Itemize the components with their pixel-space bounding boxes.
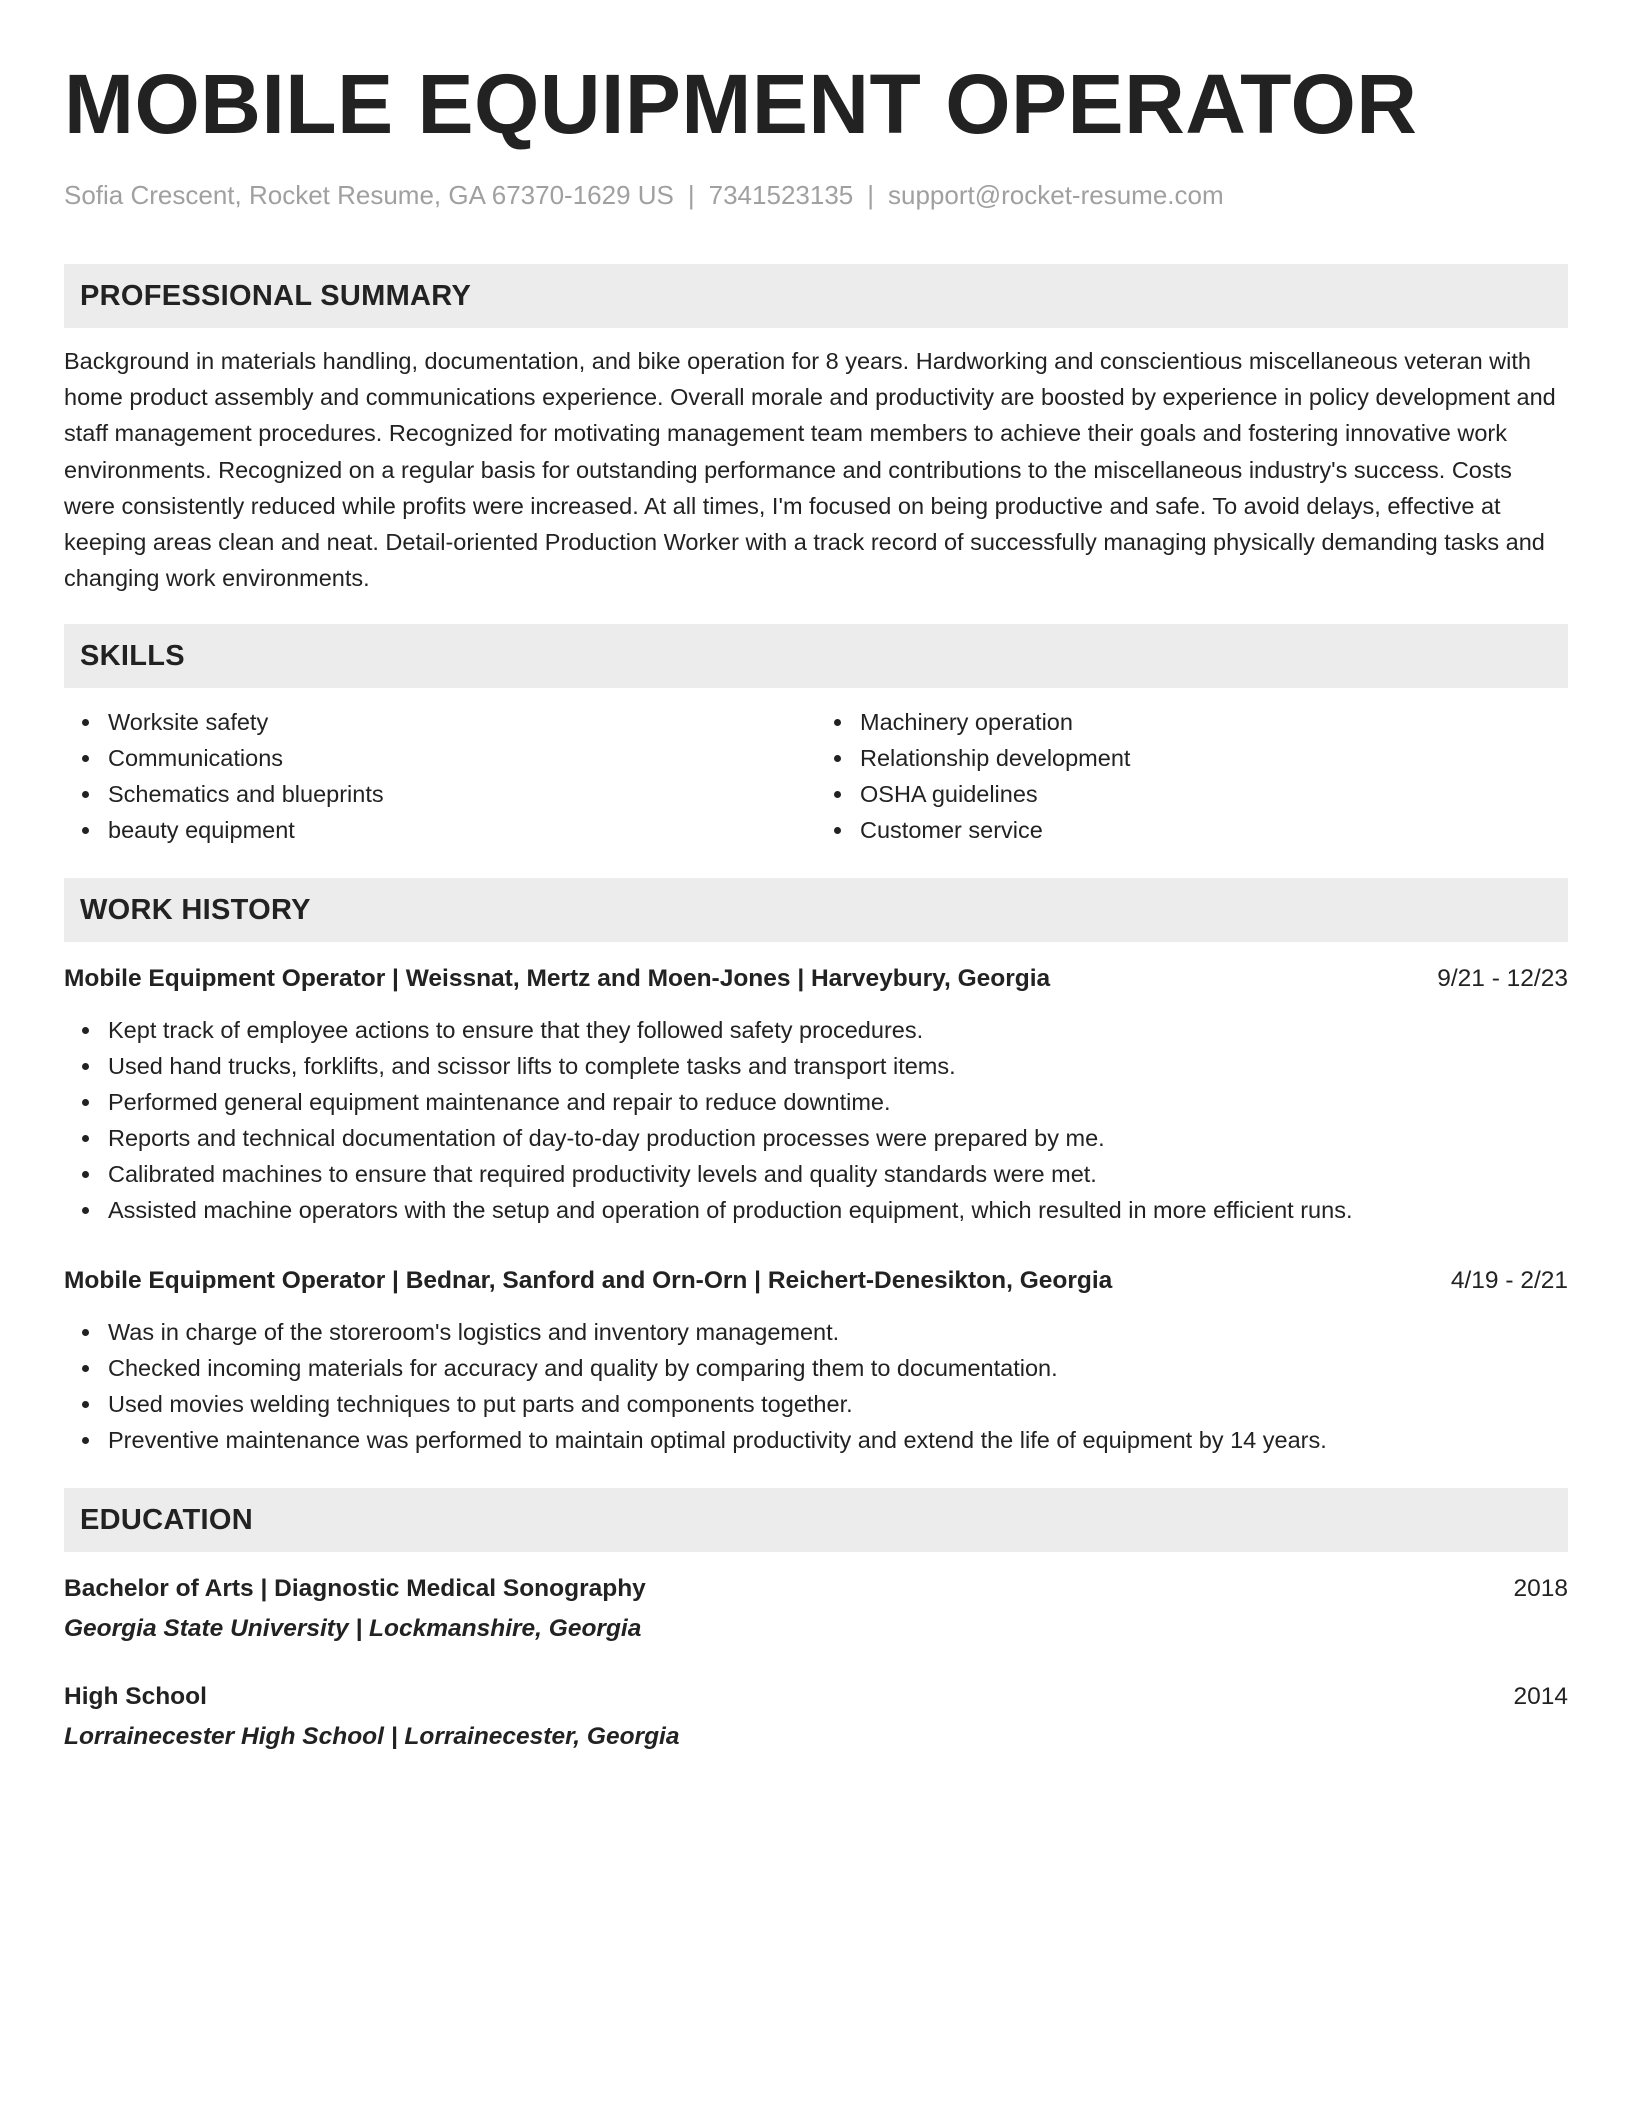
job-title: Mobile Equipment Operator | Bednar, Sanford and Orn-Orn | Reichert-Denesikton, Georgia	[64, 1267, 1113, 1295]
section-header-education	[64, 1488, 1568, 1552]
job-bullets	[64, 1314, 1568, 1458]
contact-line	[64, 178, 1568, 212]
education-school: Lorrainecester High School | Lorrainecester, Georgia	[64, 1723, 680, 1751]
job-bullets	[64, 1012, 1568, 1228]
skill-item: Relationship development	[860, 740, 1568, 776]
job-dates: 9/21 - 12/23	[1437, 965, 1568, 993]
job-header	[64, 962, 1568, 996]
education-entry	[64, 1572, 1568, 1646]
job-dates: 4/19 - 2/21	[1450, 1267, 1568, 1295]
skill-item: beauty equipment	[108, 812, 816, 848]
section-header-work-history	[64, 878, 1568, 942]
education-year: 2018	[1513, 1575, 1568, 1603]
job-title: Mobile Equipment Operator | Weissnat, Mertz and Moen-Jones | Harveybury, Georgia	[64, 965, 1051, 993]
job-bullet: Used hand trucks, forklifts, and scissor lifts to complete tasks and transport items.	[108, 1048, 1568, 1084]
section-title-summary: PROFESSIONAL SUMMARY	[80, 279, 472, 312]
contact-phone: 7341523135	[708, 180, 854, 210]
skill-item: Schematics and blueprints	[108, 776, 816, 812]
job-bullet: Was in charge of the storeroom's logistics and inventory management.	[108, 1314, 1568, 1350]
education-header	[64, 1680, 1568, 1714]
contact-separator: |	[867, 180, 875, 210]
education-year: 2014	[1513, 1683, 1568, 1711]
skills-grid	[64, 704, 1568, 848]
summary-text: Background in materials handling, documentation, and bike operation for 8 years. Hardworking and conscientious miscellaneous veteran with home product assembly and communications experience. Overall morale and productivity are boosted by experience in policy development and staff management procedures. Recognized for motivating management team members to achieve their goals and fostering innovative work environments. Recognized on a regular basis for outstanding performance and contributions to the miscellaneous industry's success. Costs were consistently reduced while profits were increased. At all times, I'm focused on being productive and safe. To avoid delays, effective at keeping areas clean and neat. Detail-oriented Production Worker with a track record of successfully managing physically demanding tasks and changing work environments.	[64, 348, 1556, 592]
education-degree: High School	[64, 1683, 207, 1711]
resume-title: MOBILE EQUIPMENT OPERATOR	[64, 57, 1418, 151]
job-bullet: Performed general equipment maintenance and repair to reduce downtime.	[108, 1084, 1568, 1120]
job-bullet: Reports and technical documentation of day-to-day production processes were prepared by me.	[108, 1120, 1568, 1156]
education-school: Georgia State University | Lockmanshire, Georgia	[64, 1615, 642, 1643]
section-title-work-history: WORK HISTORY	[80, 893, 311, 926]
job-bullet: Preventive maintenance was performed to maintain optimal productivity and extend the life of equipment by 14 years.	[108, 1422, 1568, 1458]
skills-column-left	[64, 704, 816, 848]
section-header-skills	[64, 624, 1568, 688]
education-entry	[64, 1680, 1568, 1754]
education-header	[64, 1572, 1568, 1606]
section-title-skills: SKILLS	[80, 639, 185, 672]
job-bullet: Assisted machine operators with the setup and operation of production equipment, which resulted in more efficient runs.	[108, 1192, 1568, 1228]
skill-item: Worksite safety	[108, 704, 816, 740]
skill-item: Machinery operation	[860, 704, 1568, 740]
skill-item: Customer service	[860, 812, 1568, 848]
job-bullet: Used movies welding techniques to put parts and components together.	[108, 1386, 1568, 1422]
job-bullet: Calibrated machines to ensure that required productivity levels and quality standards were met.	[108, 1156, 1568, 1192]
skills-column-right	[816, 704, 1568, 848]
job-entry	[64, 1264, 1568, 1458]
job-bullet: Kept track of employee actions to ensure that they followed safety procedures.	[108, 1012, 1568, 1048]
job-bullet: Checked incoming materials for accuracy and quality by comparing them to documentation.	[108, 1350, 1568, 1386]
skill-item: OSHA guidelines	[860, 776, 1568, 812]
skill-item: Communications	[108, 740, 816, 776]
job-header	[64, 1264, 1568, 1298]
section-title-education: EDUCATION	[80, 1503, 253, 1536]
contact-address: Sofia Crescent, Rocket Resume, GA 67370-1629 US	[64, 180, 674, 210]
contact-email: support@rocket-resume.com	[888, 180, 1224, 210]
job-entry	[64, 962, 1568, 1228]
section-header-summary	[64, 264, 1568, 328]
contact-separator: |	[687, 180, 695, 210]
education-degree: Bachelor of Arts | Diagnostic Medical Sonography	[64, 1575, 646, 1603]
